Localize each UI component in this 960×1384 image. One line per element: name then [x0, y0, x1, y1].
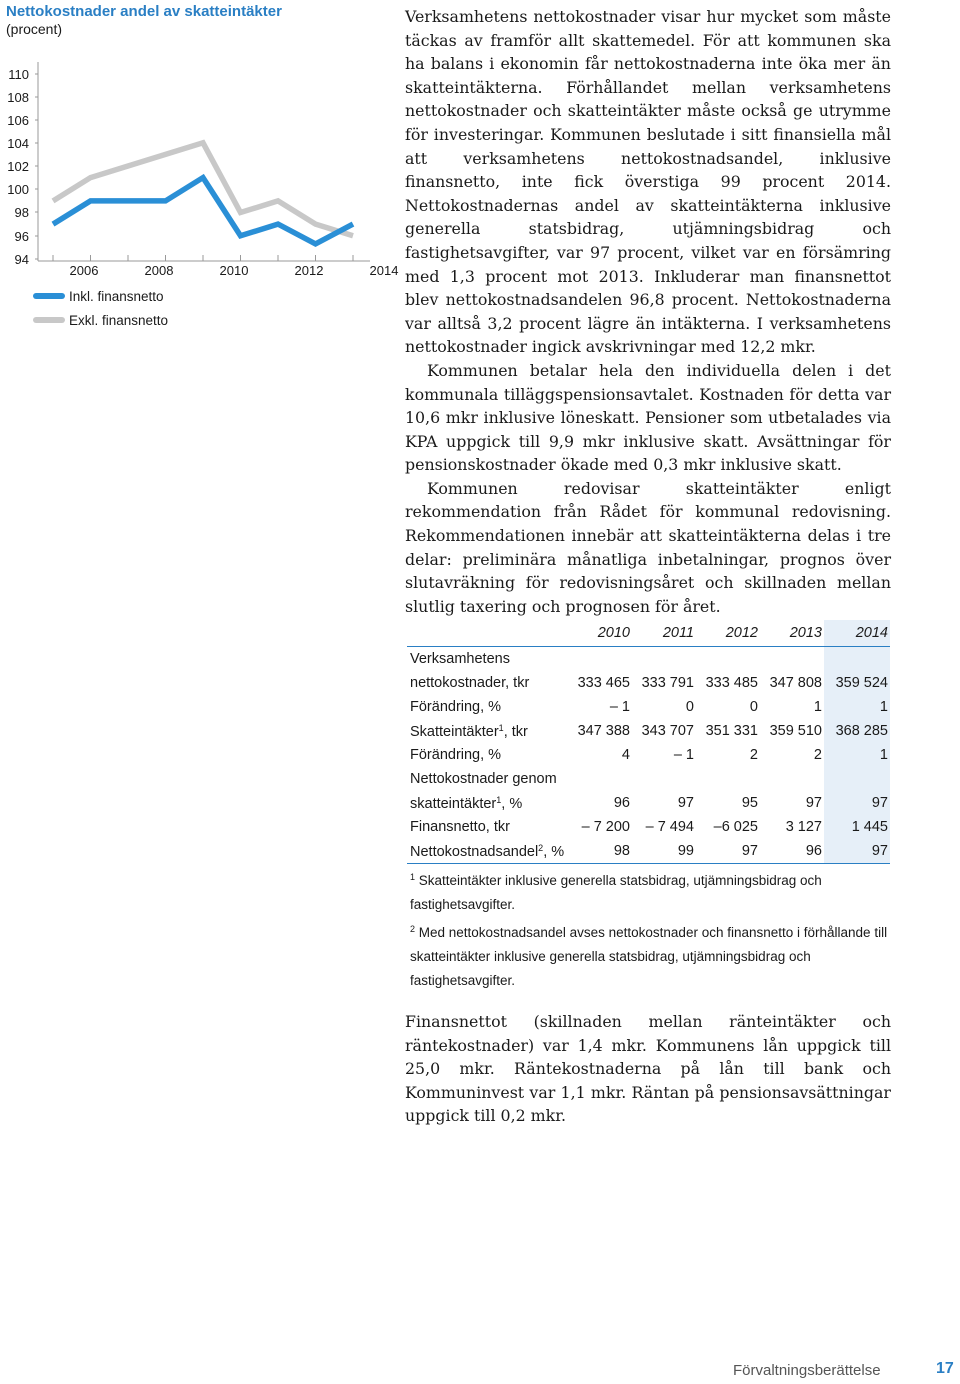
- table-cell: 4: [621, 747, 630, 763]
- table-cell: 99: [632, 839, 696, 864]
- table-row-label-line: [407, 647, 890, 672]
- table-cell: 98: [570, 839, 632, 864]
- empty-cell: [824, 647, 890, 672]
- table-cell: 1: [813, 699, 822, 715]
- empty-cell: [760, 647, 824, 672]
- empty-cell: [632, 647, 696, 672]
- table-cell: – 7 200: [581, 819, 630, 835]
- table-cell: 1 445: [824, 815, 890, 839]
- table-cell: –6 025: [713, 819, 758, 835]
- empty-cell: [824, 767, 890, 791]
- footnote-2: [410, 917, 890, 993]
- table-header-year: 2014: [824, 620, 890, 647]
- footnote-mark: 2: [410, 924, 416, 934]
- table-header-year: 2012: [696, 620, 760, 647]
- intro-text: [405, 5, 891, 618]
- paragraph-net-costs: Verksamhetens nettokostnader visar hur mycket som måste täckas av framför allt skattemedel. För att kommunen ska ha balans i ekonomin får nettokostnaderna inte öka mer än skatteintäkterna. Förhållandet mellan verksamhetens nettokostnader och skatteintäkter måste också ge utrymme för investeringar. Kommunen beslutade i sitt finansiella mål att verksamhetens nettokostnadsandel, inklusive finansnetto, inte fick överstiga 99 procent 2014. Nettokostnadernas andel av skatteintäkterna inklusive generella statsbidrag, utjämningsbidrag och fastighetsavgifter, var 97 procent, vilket var en försämring med 1,3 procent mot 2013. Inkluderar man finansnettot blev nettokostnadsandelen 96,8 procent. Nettokostnaderna var alltså 3,2 procent lägre än intäkterna. I verksamhetens nettokostnader ingick avskrivningar med 12,2 mkr.: [405, 7, 891, 357]
- row-label-suffix: , %: [501, 795, 523, 812]
- paragraph-tax-revenue: Kommunen redovisar skatteintäkter enligt rekommendation från Rådet för kommunal redovisning. Rekommendationen innebär att skatteintäkterna delas i tre delar: preliminära månatliga inbetalningar, prognos över slutavräkning för redovisningsåret och skillnaden mellan slutlig taxering och prognosen för året.: [405, 478, 891, 616]
- financial-table: [407, 620, 890, 864]
- footnote-mark: 1: [410, 872, 416, 882]
- y-tick-label: 104: [7, 136, 29, 151]
- table-cell: 368 285: [824, 719, 890, 743]
- row-label-text: nettokostnader, tkr: [410, 675, 530, 691]
- x-tick-label: 2010: [219, 263, 249, 278]
- table-row: [407, 671, 890, 695]
- empty-cell: [570, 767, 632, 791]
- footnote-text: Med nettokostnadsandel avses nettokostnader och finansnetto i förhållande till skatteintäkter inklusive generella statsbidrag, utjämningsbidrag och fastighetsavgifter.: [410, 925, 888, 988]
- table-cell: 2: [749, 747, 758, 763]
- y-tick-label: 96: [14, 229, 29, 244]
- row-label-suffix: , tkr: [503, 723, 528, 740]
- table-cell: 333 465: [577, 675, 630, 691]
- row-label-text: skatteintäkter: [410, 795, 497, 812]
- y-tick-label: 100: [7, 182, 29, 197]
- table-row: [407, 719, 890, 743]
- table-cell: 3 127: [785, 819, 822, 835]
- table-header-row: [407, 620, 890, 647]
- empty-cell: [570, 647, 632, 672]
- table-row: [407, 695, 890, 719]
- table-cell: 97: [805, 795, 822, 811]
- footnotes: [410, 865, 890, 993]
- x-tick-label: 2008: [144, 263, 174, 278]
- legend-label: Exkl. finansnetto: [69, 313, 169, 328]
- y-tick-label: 106: [7, 113, 29, 128]
- table-cell: 1: [824, 695, 890, 719]
- empty-cell: [696, 647, 760, 672]
- table-row: [407, 839, 890, 864]
- closing-text: [405, 1010, 891, 1128]
- table-cell: 343 707: [641, 723, 694, 739]
- y-tick-label: 102: [7, 159, 29, 174]
- table-cell: 0: [749, 699, 758, 715]
- table-cell: 347 808: [769, 675, 822, 691]
- table-header-year: 2011: [632, 620, 696, 647]
- table-cell: 359 510: [769, 723, 822, 739]
- footnote-ref: 1: [498, 722, 504, 733]
- table-row: [407, 743, 890, 767]
- y-tick-label: 110: [8, 67, 29, 82]
- table-cell: 97: [677, 795, 694, 811]
- x-tick-label: 2012: [294, 263, 324, 278]
- empty-cell: [696, 767, 760, 791]
- row-label-text: Nettokostnadsandel: [410, 843, 539, 860]
- footnote-text: Skatteintäkter inklusive generella statsbidrag, utjämningsbidrag och fastighetsavgifter.: [410, 873, 822, 912]
- footnote-ref: 1: [496, 794, 502, 805]
- row-label: [407, 839, 570, 864]
- table-cell: – 1: [609, 699, 630, 715]
- table-cell: 333 485: [705, 675, 758, 691]
- series-line: [53, 178, 353, 244]
- table-cell: 333 791: [641, 675, 694, 691]
- row-label-line1: Nettokostnader genom: [410, 771, 557, 787]
- table-cell: 347 388: [577, 723, 630, 739]
- legend-label: Inkl. finansnetto: [69, 289, 164, 304]
- x-tick-label: 2014: [369, 263, 399, 278]
- row-label-text: Skatteintäkter: [410, 723, 499, 740]
- table-header-label: [407, 620, 570, 647]
- footnote-ref: 2: [538, 842, 544, 853]
- chart-title: Nettokostnader andel av skatteintäkter: [6, 3, 282, 20]
- row-label: [407, 695, 570, 719]
- row-label-text: Finansnetto, tkr: [410, 819, 510, 835]
- table-cell: 96: [760, 839, 824, 864]
- empty-cell: [632, 767, 696, 791]
- series-line: [53, 143, 353, 236]
- table-cell: – 1: [673, 747, 694, 763]
- paragraph-pensions: Kommunen betalar hela den individuella delen i det kommunala tilläggspensionsavtalet. Kostnaden för detta var 10,6 mkr inklusive löneskatt. Pensioner som utbetalades via KPA uppgick till 9,9 mkr inklusive skatt. Avsättningar för pensionskostnader ökade med 0,3 mkr inklusive skatt.: [405, 360, 891, 475]
- row-label: [407, 743, 570, 767]
- table-body: [407, 647, 890, 864]
- row-label: [407, 671, 570, 695]
- table-header-year: 2010: [570, 620, 632, 647]
- table-cell: 351 331: [705, 723, 758, 739]
- table-cell: 96: [613, 795, 630, 811]
- empty-cell: [760, 767, 824, 791]
- table-row: [407, 791, 890, 815]
- table-header-year: 2013: [760, 620, 824, 647]
- row-label: [407, 815, 570, 839]
- row-label-suffix: , %: [543, 843, 565, 860]
- row-label-text: Förändring, %: [410, 747, 502, 763]
- table-cell: 0: [685, 699, 694, 715]
- footer-section-name: Förvaltningsberättelse: [733, 1362, 881, 1379]
- footnote-1: [410, 865, 890, 917]
- y-tick-label: 98: [14, 205, 29, 220]
- table-cell: 95: [741, 795, 758, 811]
- table-cell: 1: [824, 743, 890, 767]
- y-tick-label: 94: [14, 252, 29, 267]
- paragraph-financial-net: Finansnettot (skillnaden mellan ränteintäkter och räntekostnader) var 1,4 mkr. Kommunens lån uppgick till 25,0 mkr. Räntekostnaderna på lån till bank och Kommuninvest var 1,1 mkr. Räntan på pensionsavsättningar uppgick till 0,2 mkr.: [405, 1012, 891, 1126]
- x-tick-label: 2006: [69, 263, 99, 278]
- row-label: [407, 791, 570, 815]
- chart-unit: (procent): [6, 21, 63, 37]
- line-chart: [0, 0, 399, 340]
- table-cell: 359 524: [824, 671, 890, 695]
- row-label: [407, 719, 570, 743]
- table-row-label-line: [407, 767, 890, 791]
- table-cell: 97: [824, 791, 890, 815]
- table-cell: 97: [696, 839, 760, 864]
- row-label-line1: Verksamhetens: [410, 651, 510, 667]
- row-label-text: Förändring, %: [410, 699, 502, 715]
- page-number: 17: [936, 1360, 954, 1377]
- table-cell: – 7 494: [645, 819, 694, 835]
- table-row: [407, 815, 890, 839]
- y-tick-label: 108: [7, 90, 29, 105]
- table-cell: 97: [824, 839, 890, 864]
- table-cell: 2: [813, 747, 822, 763]
